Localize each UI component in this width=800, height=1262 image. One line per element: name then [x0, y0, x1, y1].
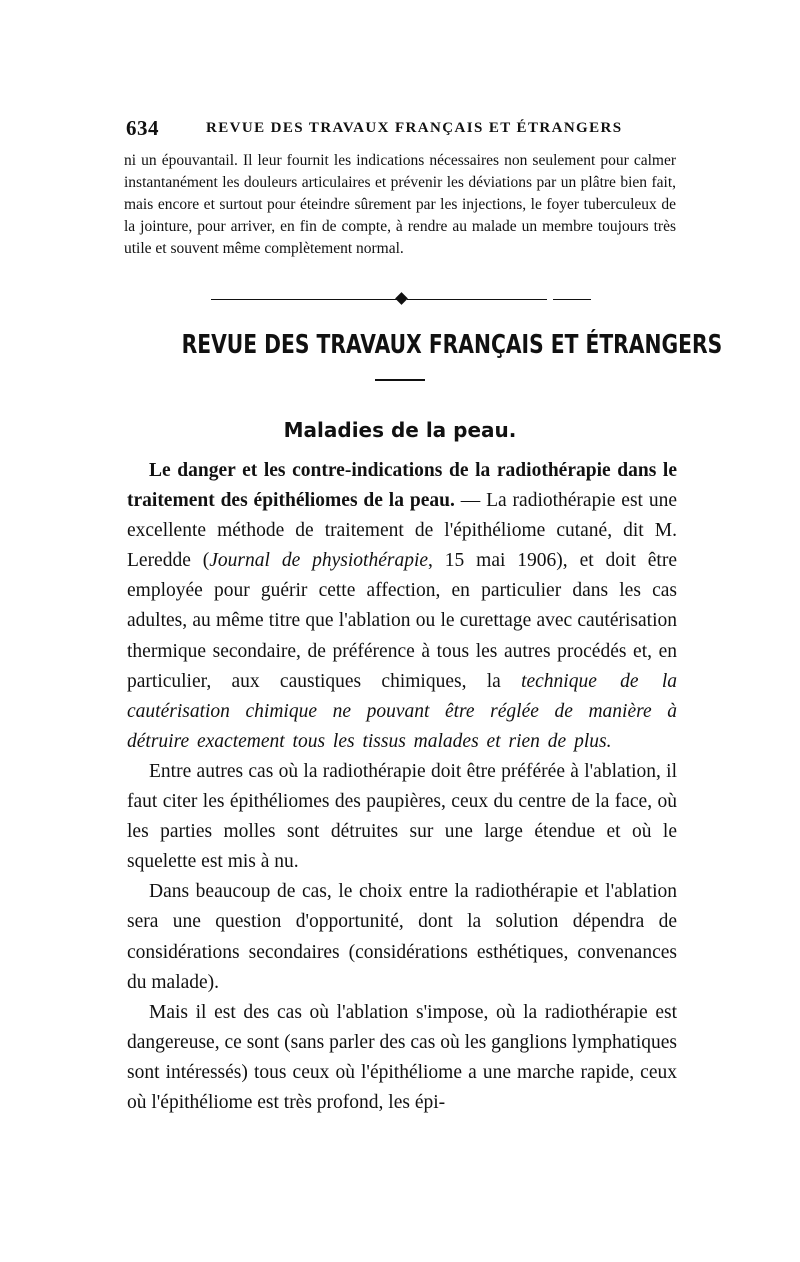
diamond-ornament-icon	[395, 292, 408, 305]
title-underline	[375, 379, 425, 381]
article-text-intro: — La radiothérapie est une excellente méthode de traitement de l'épithéliome cutané, dit M. Leredde (	[127, 490, 677, 572]
article-title: Le danger et les contre-indications de la radiothérapie dans le traitement des épithéliomes de la peau.	[127, 460, 677, 512]
article-paragraph-4: Mais il est des cas où l'ablation s'impose, où la radiothérapie est dangereuse, ce sont (sans parler des cas où les ganglions lymphatiques sont intéressés) tous ceux où l'épithéliome a une marche rapide, ceux où l'épithéliome est très profond, les épi-	[127, 1001, 677, 1113]
article-paragraph-2: Entre autres cas où la radiothérapie doit être préférée à l'ablation, il faut citer les épithéliomes des paupières, ceux du centre de la face, où les parties molles sont détruites sur une large étendue et où le squelette est mis à nu.	[127, 760, 677, 873]
page-number: 634	[126, 116, 159, 140]
article-emphasis: technique de la cautérisation chimique ne pouvant être réglée de manière à détruire exactement tous les tissus malades et rien de plus.	[127, 670, 678, 752]
article-body	[127, 456, 677, 1118]
article-paragraph-1	[127, 456, 677, 757]
running-title: REVUE DES TRAVAUX FRANÇAIS ET ÉTRANGERS	[206, 120, 623, 136]
article-text-continued: , 15 mai 1906), et doit être employée pour guérir cette affection, en particulier dans les cas adultes, au même titre que l'ablation ou le curettage avec cautérisation thermique secondaire, de préférence à tous les autres procédés et, en particulier, aux caustiques chimiques, la	[127, 550, 677, 692]
article-paragraph-3: Dans beaucoup de cas, le choix entre la radiothérapie et l'ablation sera une question d'opportunité, dont la solution dépendra de considérations secondaires (considérations esthétiques, convenances du malade).	[127, 881, 677, 993]
running-head	[126, 116, 676, 140]
section-title: REVUE DES TRAVAUX FRANÇAIS ET ÉTRANGERS	[181, 330, 723, 360]
ornament-divider	[211, 292, 591, 308]
journal-citation: Journal de physiothérapie	[209, 550, 429, 572]
intro-paragraph: ni un épouvantail. Il leur fournit les indications nécessaires non seulement pour calmer instantanément les douleurs articulaires et prévenir les déviations par un plâtre bien fait, mais encore et surtout pour éteindre sûrement par les injections, le foyer tuberculeux de la jointure, pour arriver, en fin de compte, à rendre au malade un membre toujours très utile et souvent même complètement normal.	[124, 152, 676, 257]
subsection-title: Maladies de la peau.	[283, 418, 517, 442]
